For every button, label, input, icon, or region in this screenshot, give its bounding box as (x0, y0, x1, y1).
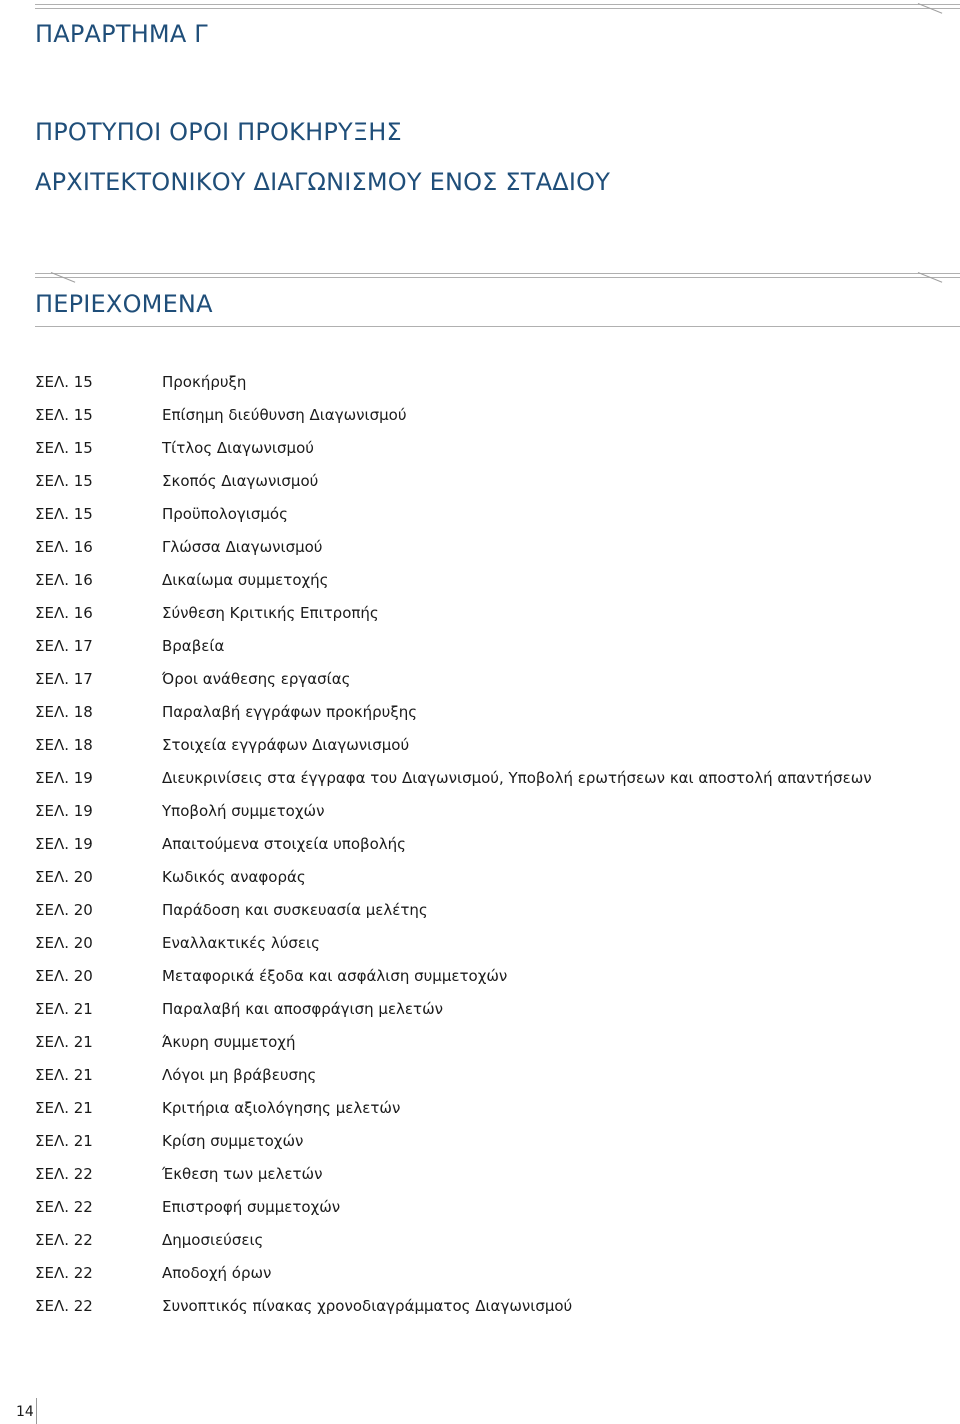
toc-entry-title: Δικαίωμα συμμετοχής (162, 571, 329, 589)
toc-page-ref: ΣΕΛ. 18 (35, 703, 93, 721)
toc-entry-title: Κωδικός αναφοράς (162, 868, 306, 886)
toc-entry-title: Λόγοι μη βράβευσης (162, 1066, 317, 1084)
toc-entry-title: Γλώσσα Διαγωνισμού (162, 538, 323, 556)
toc-entry-title: Προκήρυξη (162, 373, 247, 391)
toc-page-ref: ΣΕΛ. 16 (35, 571, 93, 589)
toc-row (35, 669, 935, 702)
toc-entry-title: Όροι ανάθεσης εργασίας (162, 670, 351, 688)
toc-entry-title: Σύνθεση Κριτικής Επιτροπής (162, 604, 379, 622)
toc-entry-title: Συνοπτικός πίνακας χρονοδιαγράμματος Διαγωνισμού (162, 1297, 573, 1315)
toc-page-ref: ΣΕΛ. 22 (35, 1297, 93, 1315)
toc-row (35, 801, 935, 834)
toc-row (35, 405, 935, 438)
toc-entry-title: Αποδοχή όρων (162, 1264, 272, 1282)
toc-row (35, 933, 935, 966)
toc-page-ref: ΣΕΛ. 19 (35, 802, 93, 820)
main-title-line2: ΑΡΧΙΤΕΚΤΟΝΙΚΟΥ ΔΙΑΓΩΝΙΣΜΟΥ ΕΝΟΣ ΣΤΑΔΙΟΥ (35, 168, 611, 196)
toc-page-ref: ΣΕΛ. 22 (35, 1231, 93, 1249)
toc-entry-title: Κριτήρια αξιολόγησης μελετών (162, 1099, 401, 1117)
toc-entry-title: Προϋπολογισμός (162, 505, 288, 523)
toc-row (35, 900, 935, 933)
toc-row (35, 735, 935, 768)
toc-page-ref: ΣΕΛ. 17 (35, 670, 93, 688)
toc-row (35, 1197, 935, 1230)
toc-page-ref: ΣΕΛ. 20 (35, 901, 93, 919)
toc-row (35, 966, 935, 999)
toc-row (35, 1065, 935, 1098)
toc-entry-title: Στοιχεία εγγράφων Διαγωνισμού (162, 736, 410, 754)
toc-row (35, 768, 935, 801)
toc-page-ref: ΣΕΛ. 19 (35, 769, 93, 787)
toc-entry-title: Διευκρινίσεις στα έγγραφα του Διαγωνισμού, Υποβολή ερωτήσεων και αποστολή απαντήσεων (162, 769, 872, 787)
toc-row (35, 372, 935, 405)
toc-page-ref: ΣΕΛ. 20 (35, 934, 93, 952)
toc-row (35, 834, 935, 867)
toc-row (35, 1230, 935, 1263)
toc-page-ref: ΣΕΛ. 21 (35, 1066, 93, 1084)
toc-page-ref: ΣΕΛ. 19 (35, 835, 93, 853)
toc-row (35, 1263, 935, 1296)
toc-page-ref: ΣΕΛ. 21 (35, 1000, 93, 1018)
toc-row (35, 504, 935, 537)
toc-entry-title: Υποβολή συμμετοχών (162, 802, 325, 820)
toc-page-ref: ΣΕΛ. 16 (35, 538, 93, 556)
page-number: 14 (16, 1404, 34, 1420)
toc-row (35, 438, 935, 471)
toc-entry-title: Κρίση συμμετοχών (162, 1132, 304, 1150)
table-of-contents (35, 372, 935, 1329)
toc-row (35, 999, 935, 1032)
toc-page-ref: ΣΕΛ. 22 (35, 1264, 93, 1282)
toc-entry-title: Επιστροφή συμμετοχών (162, 1198, 341, 1216)
toc-entry-title: Τίτλος Διαγωνισμού (162, 439, 314, 457)
page-marker (36, 1398, 37, 1424)
toc-entry-title: Απαιτούμενα στοιχεία υποβολής (162, 835, 406, 853)
toc-entry-title: Δημοσιεύσεις (162, 1231, 264, 1249)
toc-entry-title: Σκοπός Διαγωνισμού (162, 472, 319, 490)
toc-page-ref: ΣΕΛ. 15 (35, 439, 93, 457)
toc-entry-title: Έκθεση των μελετών (162, 1165, 323, 1183)
toc-row (35, 1098, 935, 1131)
contents-title: ΠΕΡΙΕΧΟΜΕΝΑ (35, 290, 213, 318)
toc-page-ref: ΣΕΛ. 20 (35, 868, 93, 886)
toc-row (35, 867, 935, 900)
toc-entry-title: Παραλαβή και αποσφράγιση μελετών (162, 1000, 444, 1018)
toc-page-ref: ΣΕΛ. 15 (35, 406, 93, 424)
appendix-title: ΠΑΡΑΡΤΗΜΑ Γ (35, 20, 208, 48)
toc-entry-title: Παραλαβή εγγράφων προκήρυξης (162, 703, 418, 721)
toc-page-ref: ΣΕΛ. 16 (35, 604, 93, 622)
toc-entry-title: Μεταφορικά έξοδα και ασφάλιση συμμετοχών (162, 967, 508, 985)
toc-row (35, 603, 935, 636)
toc-row (35, 570, 935, 603)
toc-page-ref: ΣΕΛ. 15 (35, 373, 93, 391)
toc-row (35, 1164, 935, 1197)
toc-entry-title: Βραβεία (162, 637, 225, 655)
toc-page-ref: ΣΕΛ. 18 (35, 736, 93, 754)
main-title-line1: ΠΡΟΤΥΠΟΙ ΟΡΟΙ ΠΡΟΚΗΡΥΞΗΣ (35, 118, 402, 146)
toc-page-ref: ΣΕΛ. 21 (35, 1033, 93, 1051)
toc-page-ref: ΣΕΛ. 22 (35, 1198, 93, 1216)
toc-page-ref: ΣΕΛ. 21 (35, 1132, 93, 1150)
toc-page-ref: ΣΕΛ. 17 (35, 637, 93, 655)
toc-row (35, 471, 935, 504)
toc-row (35, 537, 935, 570)
toc-page-ref: ΣΕΛ. 21 (35, 1099, 93, 1117)
toc-page-ref: ΣΕΛ. 15 (35, 505, 93, 523)
toc-entry-title: Άκυρη συμμετοχή (162, 1033, 296, 1051)
toc-page-ref: ΣΕΛ. 15 (35, 472, 93, 490)
toc-entry-title: Επίσημη διεύθυνση Διαγωνισμού (162, 406, 407, 424)
toc-row (35, 1032, 935, 1065)
toc-page-ref: ΣΕΛ. 20 (35, 967, 93, 985)
toc-entry-title: Εναλλακτικές λύσεις (162, 934, 320, 952)
toc-row (35, 1296, 935, 1329)
toc-entry-title: Παράδοση και συσκευασία μελέτης (162, 901, 428, 919)
toc-page-ref: ΣΕΛ. 22 (35, 1165, 93, 1183)
toc-row (35, 636, 935, 669)
toc-row (35, 1131, 935, 1164)
toc-row (35, 702, 935, 735)
